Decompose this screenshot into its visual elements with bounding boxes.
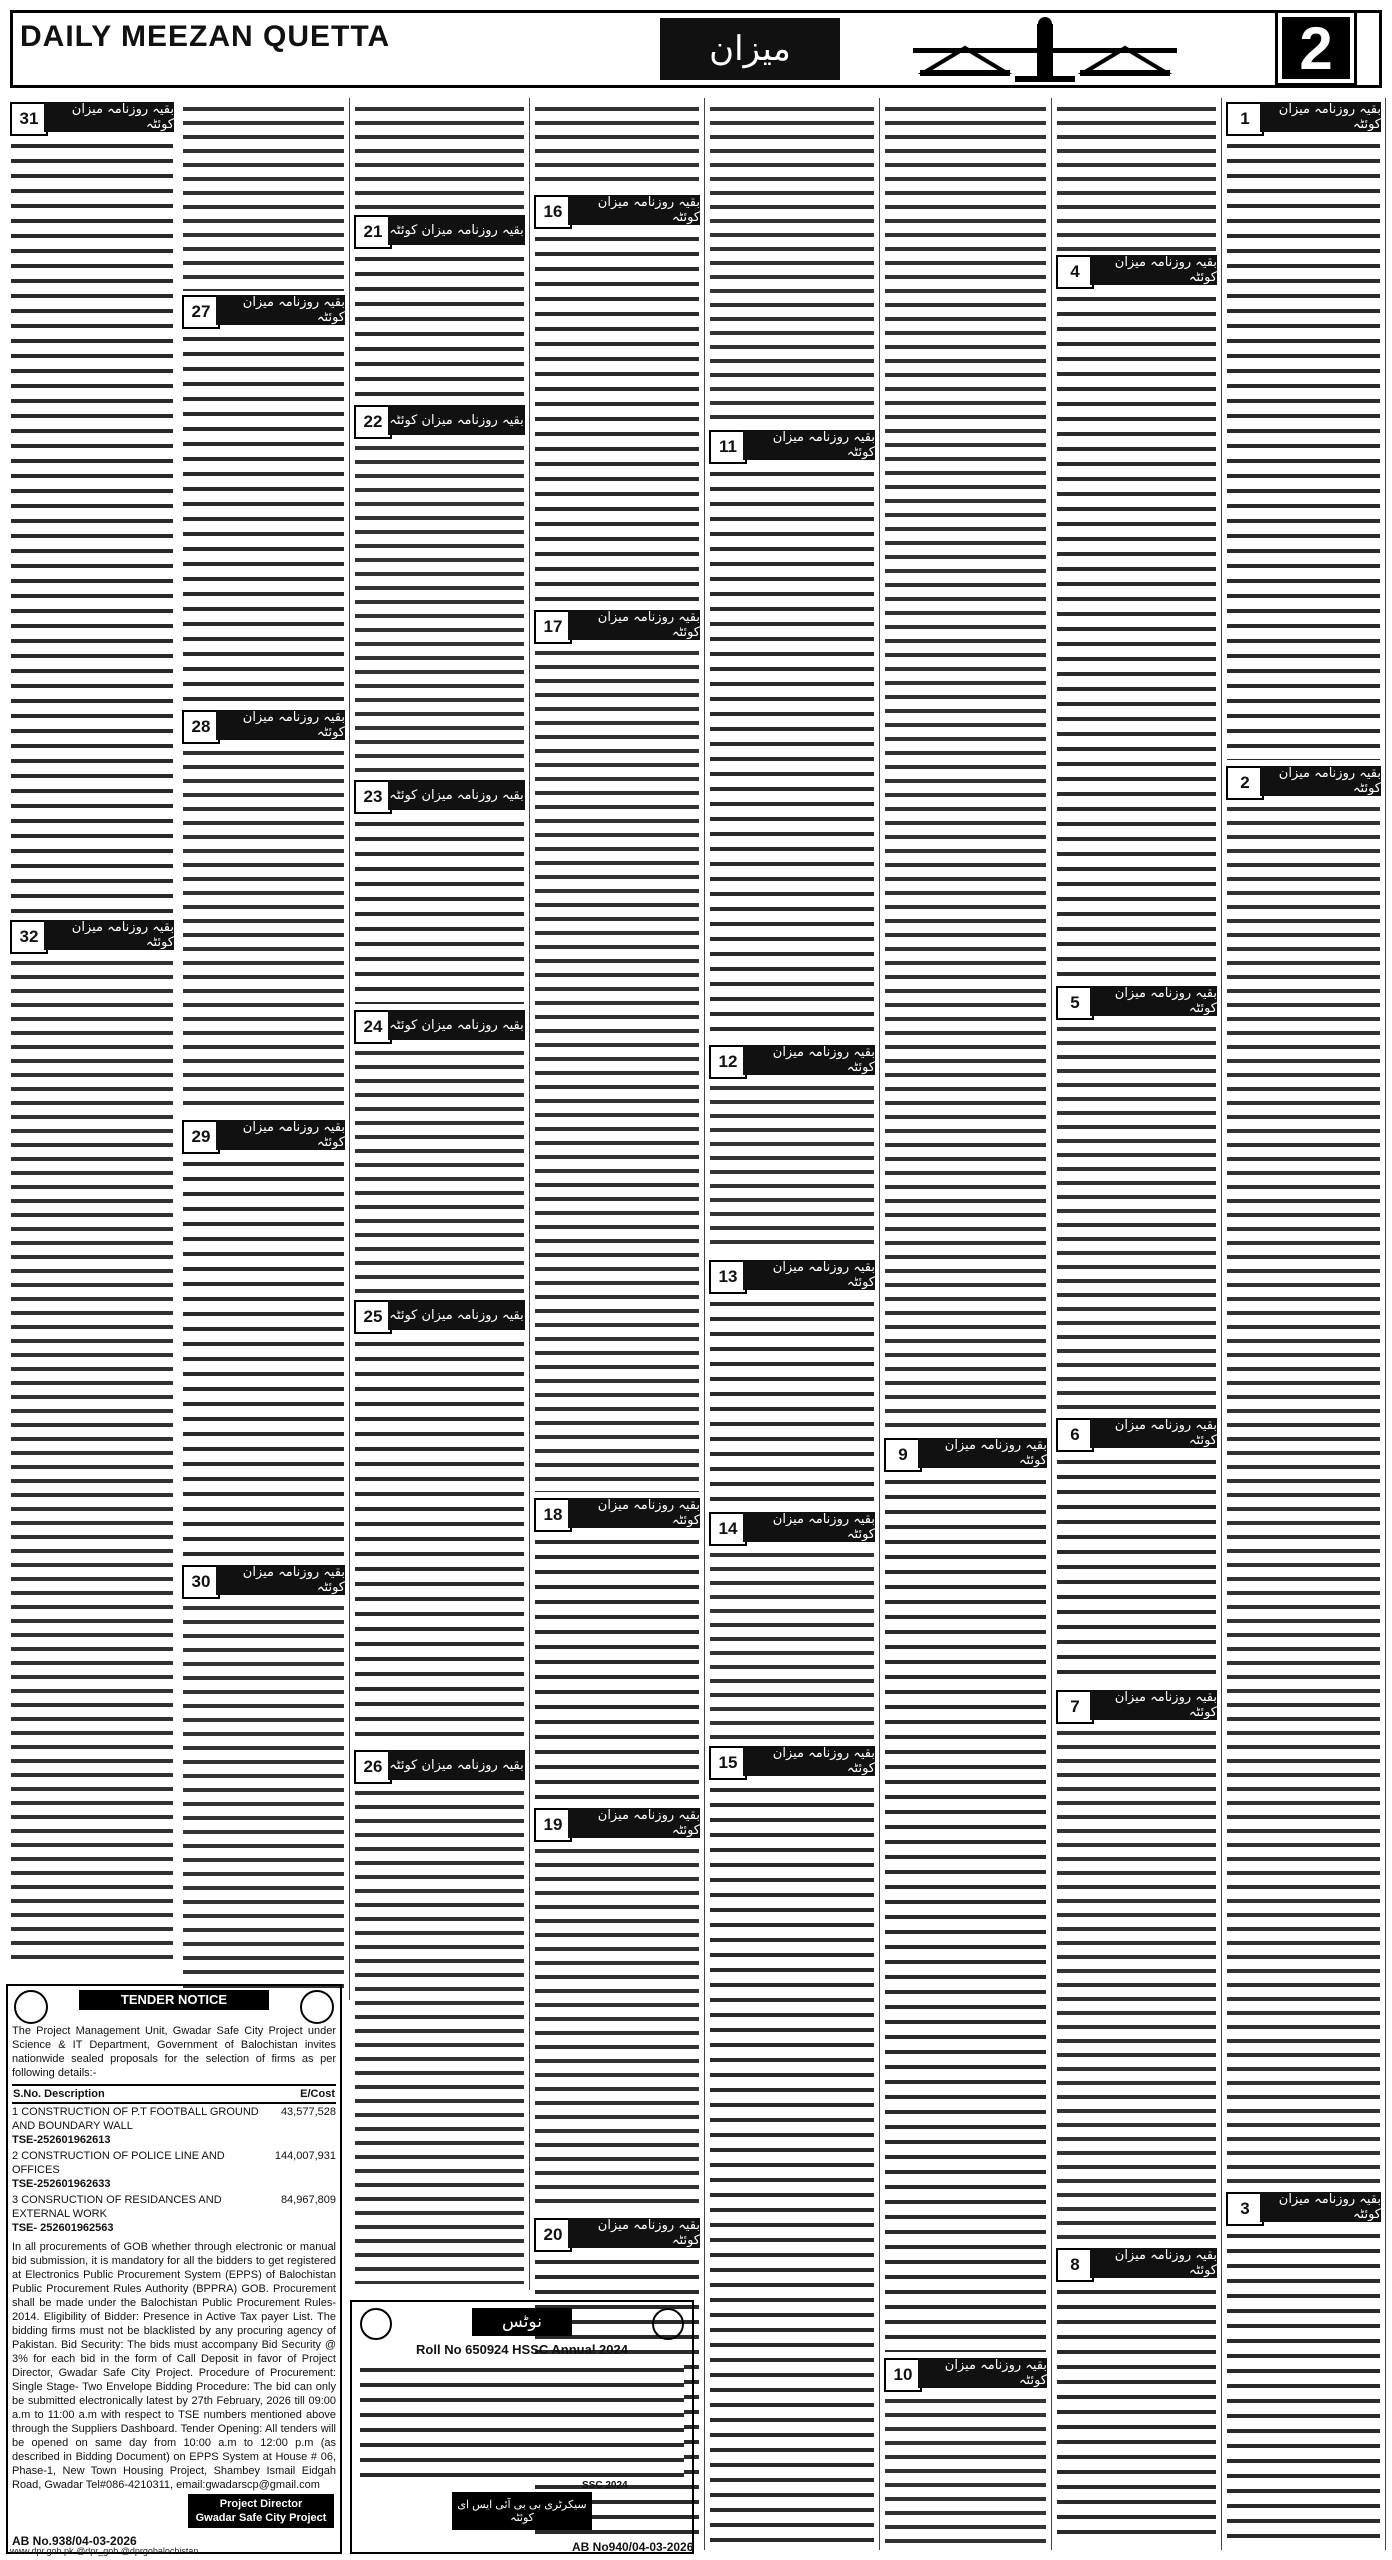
scales-of-justice-icon	[905, 14, 1185, 84]
section-number: 12	[709, 1045, 747, 1079]
exam-notice	[350, 2300, 694, 2554]
continuation-label: بقیہ روزنامہ میزان کوئٹہ	[216, 1120, 345, 1150]
continuation-header	[354, 780, 525, 810]
tender-item-tse: TSE-252601962633	[12, 2178, 111, 2190]
continuation-label: بقیہ روزنامہ میزان کوئٹہ	[568, 2218, 700, 2248]
facebook-handle[interactable]: @dprgobalochistan	[120, 2546, 199, 2556]
social-footer-left	[10, 2546, 198, 2556]
continuation-header	[1226, 766, 1381, 796]
continuation-header	[354, 215, 525, 245]
article-text	[1057, 291, 1216, 980]
tender-item-sno: 2	[12, 2150, 19, 2162]
article-text	[885, 2394, 1046, 2544]
section-number: 24	[354, 1010, 392, 1044]
continuation-label: بقیہ روزنامہ میزان کوئٹہ	[388, 780, 525, 810]
continuation-header	[884, 1438, 1047, 1468]
tender-item-desc	[12, 2192, 275, 2236]
notice-title: نوٹس	[472, 2308, 572, 2336]
column-6	[350, 98, 530, 2290]
notice-roll-number: Roll No 650924 HSSC Annual 2024	[416, 2342, 628, 2357]
section-number: 30	[182, 1565, 220, 1599]
continuation-label: بقیہ روزنامہ میزان کوئٹہ	[388, 1300, 525, 1330]
continuation-header	[709, 1045, 875, 1075]
section-number: 10	[884, 2358, 922, 2392]
article-text	[11, 138, 173, 914]
continuation-label: بقیہ روزنامہ میزان کوئٹہ	[388, 215, 525, 245]
article-text	[535, 1534, 699, 1802]
article-text	[1057, 1022, 1216, 1412]
continuation-label: بقیہ روزنامہ میزان کوئٹہ	[1090, 1690, 1217, 1720]
continuation-label: بقیہ روزنامہ میزان کوئٹہ	[1260, 2192, 1381, 2222]
article-text	[710, 102, 874, 426]
article-text	[355, 102, 524, 211]
continuation-label: بقیہ روزنامہ میزان کوئٹہ	[743, 430, 875, 460]
article-text	[535, 102, 699, 191]
continuation-header	[884, 2358, 1047, 2388]
section-number: 20	[534, 2218, 572, 2252]
signatory-line-1: Project Director	[219, 2498, 303, 2510]
continuation-label: بقیہ روزنامہ میزان کوئٹہ	[216, 710, 345, 740]
column-2	[1052, 98, 1222, 2550]
continuation-header	[709, 1512, 875, 1542]
notice-secretary: سیکرٹری بی بی آئی ایس ای کوئٹہ	[452, 2492, 592, 2530]
continuation-header	[354, 1010, 525, 1040]
article-text	[710, 1081, 874, 1254]
continuation-label: بقیہ روزنامہ میزان کوئٹہ	[216, 295, 345, 325]
article-text	[885, 102, 1046, 1434]
section-number: 13	[709, 1260, 747, 1294]
tender-item-cost: 43,577,528	[280, 2106, 336, 2118]
continuation-label: بقیہ روزنامہ میزان کوئٹہ	[568, 195, 700, 225]
column-5	[530, 98, 705, 2550]
article-text	[710, 1548, 874, 1740]
continuation-label: بقیہ روزنامہ میزان کوئٹہ	[743, 1746, 875, 1776]
newspaper-logo: میزان	[660, 18, 840, 80]
section-number: 4	[1056, 255, 1094, 289]
website-link[interactable]: www.dpr.gob.pk	[10, 2546, 74, 2556]
continuation-header	[354, 405, 525, 435]
section-number: 18	[534, 1498, 572, 1532]
continuation-label: بقیہ روزنامہ میزان کوئٹہ	[1260, 102, 1381, 132]
continuation-label: بقیہ روزنامہ میزان کوئٹہ	[1090, 986, 1217, 1016]
section-number: 1	[1226, 102, 1264, 136]
tender-ab-number: AB No.938/04-03-2026	[12, 2534, 137, 2548]
article-text	[11, 956, 173, 1969]
continuation-header	[534, 1808, 700, 1838]
continuation-label: بقیہ روزنامہ میزان کوئٹہ	[44, 920, 174, 950]
article-text	[1057, 1454, 1216, 1684]
section-number: 3	[1226, 2192, 1264, 2226]
continuation-label: بقیہ روزنامہ میزان کوئٹہ	[44, 102, 174, 132]
continuation-header	[1056, 986, 1217, 1016]
section-number: 19	[534, 1808, 572, 1842]
section-number: 22	[354, 405, 392, 439]
continuation-header	[182, 1120, 345, 1150]
article-text	[1227, 138, 1380, 760]
continuation-label: بقیہ روزنامہ میزان کوئٹہ	[568, 1498, 700, 1528]
article-text	[183, 331, 344, 704]
section-number: 16	[534, 195, 572, 229]
continuation-header	[354, 1750, 525, 1780]
tender-item-tse: TSE-252601962613	[12, 2134, 111, 2146]
section-number: 2	[1226, 766, 1264, 800]
continuation-label: بقیہ روزنامہ میزان کوئٹہ	[1260, 766, 1381, 796]
section-number: 9	[884, 1438, 922, 1472]
continuation-header	[1226, 2192, 1381, 2222]
section-number: 23	[354, 780, 392, 814]
section-number: 5	[1056, 986, 1094, 1020]
article-text	[355, 1336, 524, 1744]
continuation-label: بقیہ روزنامہ میزان کوئٹہ	[743, 1260, 875, 1290]
article-text	[710, 1296, 874, 1506]
tender-title: TENDER NOTICE	[79, 1990, 269, 2010]
article-text	[1057, 2284, 1216, 2544]
article-text	[355, 816, 524, 1004]
tender-body: In all procurements of GOB whether through electronic or manual bid submission, it is mandatory for all the bidders to get registered at Electronics Public Procurement System (EPPS) of Balochistan Public Procurement Rules Authority (BPPRA) GOB. Procurement shall be made under the Balochistan Public Procurement Rules-2014. Eligibility of Bidder: Presence in Active Tax payer List. The bidding firms must not be blacklisted by any procuring agency of Pakistan. Bid Security: The bids must accompany Bid Security @ 3% for each bid in the form of Call Deposit in favor of Project Director, Gwadar Safe City Project. Procedure of Procurement: Single Stage- Two Envelope Bidding Procedure: The bid can only be submitted electronically latest by 27th February, 2026 till 09:00 a.m to 11:00 a.m with respect to TSE numbers mentioned above through the Suppliers Dashboard. Tender Opening: All tenders will be opened on same day from 10:00 a.m to 12:00 p.m (as described in Bidding Document) on EPPS System at House # 06, Phase-1, New Town Housing Project, Shambey Ismail Eidgah Road, Gwadar Tel#086-4210311, email:gwadarscp@gmail.com	[12, 2241, 336, 2491]
continuation-header	[10, 102, 174, 132]
tender-item-sno: 3	[12, 2194, 19, 2206]
notice-text-lines	[360, 2362, 684, 2480]
tender-row	[12, 2103, 336, 2148]
section-number: 25	[354, 1300, 392, 1334]
continuation-label: بقیہ روزنامہ میزان کوئٹہ	[388, 405, 525, 435]
signatory-line-2: Gwadar Safe City Project	[195, 2512, 327, 2524]
tender-intro: The Project Management Unit, Gwadar Safe City Project under Science & IT Department, Government of Balochistan invites nationwide sealed proposals for the selection of firms as per following details:-	[12, 2025, 336, 2079]
continuation-label: بقیہ روزنامہ میزان کوئٹہ	[743, 1512, 875, 1542]
section-number: 32	[10, 920, 48, 954]
continuation-label: بقیہ روزنامہ میزان کوئٹہ	[1090, 1418, 1217, 1448]
continuation-label: بقیہ روزنامہ میزان کوئٹہ	[568, 1808, 700, 1838]
continuation-label: بقیہ روزنامہ میزان کوئٹہ	[216, 1565, 345, 1595]
tender-item-sno: 1	[12, 2106, 19, 2118]
article-text	[355, 441, 524, 774]
continuation-header	[182, 295, 345, 325]
tender-item-name: CONSTRUCTION OF P.T FOOTBALL GROUND AND BOUNDARY WALL	[12, 2106, 259, 2132]
article-text	[183, 1601, 344, 1994]
safe-city-logo-icon	[300, 1990, 334, 2024]
section-number: 21	[354, 215, 392, 249]
continuation-header	[709, 430, 875, 460]
section-number: 31	[10, 102, 48, 136]
tender-row	[12, 2148, 336, 2192]
continuation-header	[1056, 2248, 1217, 2278]
article-text	[183, 746, 344, 1114]
article-text	[183, 1156, 344, 1559]
tender-item-desc	[12, 2148, 275, 2192]
section-number: 28	[182, 710, 220, 744]
page-number: 2	[1278, 13, 1354, 83]
continuation-label: بقیہ روزنامہ میزان کوئٹہ	[918, 2358, 1047, 2388]
section-number: 8	[1056, 2248, 1094, 2282]
article-text	[355, 1786, 524, 2284]
notice-exam: SSC 2024	[582, 2480, 628, 2491]
continuation-label: بقیہ روزنامہ میزان کوئٹہ	[1090, 255, 1217, 285]
article-text	[535, 646, 699, 1492]
continuation-header	[182, 1565, 345, 1595]
tender-item-cost: 84,967,809	[280, 2194, 336, 2206]
article-text	[1227, 2228, 1380, 2544]
continuation-header	[709, 1260, 875, 1290]
twitter-handle[interactable]: @dpr_gob	[76, 2546, 119, 2556]
continuation-label: بقیہ روزنامہ میزان کوئٹہ	[568, 610, 700, 640]
article-text	[710, 466, 874, 1039]
tender-row	[12, 2192, 336, 2236]
article-text	[1227, 802, 1380, 2186]
column-1	[1222, 98, 1386, 2550]
section-number: 6	[1056, 1418, 1094, 1452]
article-text	[535, 231, 699, 604]
section-number: 7	[1056, 1690, 1094, 1724]
section-number: 27	[182, 295, 220, 329]
section-number: 15	[709, 1746, 747, 1780]
continuation-header	[709, 1746, 875, 1776]
section-number: 17	[534, 610, 572, 644]
continuation-header	[1056, 1418, 1217, 1448]
continuation-header	[10, 920, 174, 950]
continuation-header	[534, 1498, 700, 1528]
continuation-header	[1056, 255, 1217, 285]
continuation-label: بقیہ روزنامہ میزان کوئٹہ	[388, 1750, 525, 1780]
tender-table	[12, 2084, 336, 2236]
article-text	[355, 1046, 524, 1294]
tender-item-cost: 144,007,931	[274, 2150, 336, 2162]
tender-item-name: CONSRUCTION OF RESIDANCES AND EXTERNAL WORK	[12, 2194, 222, 2220]
continuation-header	[534, 2218, 700, 2248]
column-3	[880, 98, 1052, 2550]
article-text	[355, 251, 524, 399]
continuation-label: بقیہ روزنامہ میزان کوئٹہ	[743, 1045, 875, 1075]
column-4	[705, 98, 880, 2550]
article-text	[1057, 102, 1216, 251]
tender-item-name: CONSTRUCTION OF POLICE LINE AND OFFICES	[12, 2150, 225, 2176]
notice-ab-number: AB No940/04-03-2026	[572, 2540, 694, 2554]
article-text	[183, 102, 344, 291]
article-text	[710, 1782, 874, 2544]
government-seal-icon	[14, 1990, 48, 2024]
column-8	[6, 98, 178, 1975]
continuation-header	[182, 710, 345, 740]
continuation-header	[354, 1300, 525, 1330]
board-seal-icon-right	[652, 2308, 684, 2340]
board-seal-icon	[360, 2308, 392, 2340]
tender-item-tse: TSE- 252601962563	[12, 2222, 114, 2234]
column-7	[178, 98, 350, 2000]
tender-signatory	[188, 2494, 334, 2528]
tender-notice	[6, 1984, 342, 2554]
continuation-label: بقیہ روزنامہ میزان کوئٹہ	[388, 1010, 525, 1040]
section-number: 26	[354, 1750, 392, 1784]
continuation-header	[1226, 102, 1381, 132]
tender-col-cost: E/Cost	[275, 2085, 336, 2103]
paper-name: DAILY MEEZAN QUETTA	[20, 20, 391, 53]
continuation-header	[1056, 1690, 1217, 1720]
continuation-label: بقیہ روزنامہ میزان کوئٹہ	[1090, 2248, 1217, 2278]
continuation-label: بقیہ روزنامہ میزان کوئٹہ	[918, 1438, 1047, 1468]
section-number: 11	[709, 430, 747, 464]
article-text	[885, 1474, 1046, 2352]
continuation-header	[534, 195, 700, 225]
section-number: 29	[182, 1120, 220, 1154]
tender-item-desc	[12, 2103, 275, 2148]
continuation-header	[534, 610, 700, 640]
tender-col-desc: S.No. Description	[12, 2085, 275, 2103]
section-number: 14	[709, 1512, 747, 1546]
article-text	[1057, 1726, 1216, 2242]
article-text	[535, 1844, 699, 2212]
